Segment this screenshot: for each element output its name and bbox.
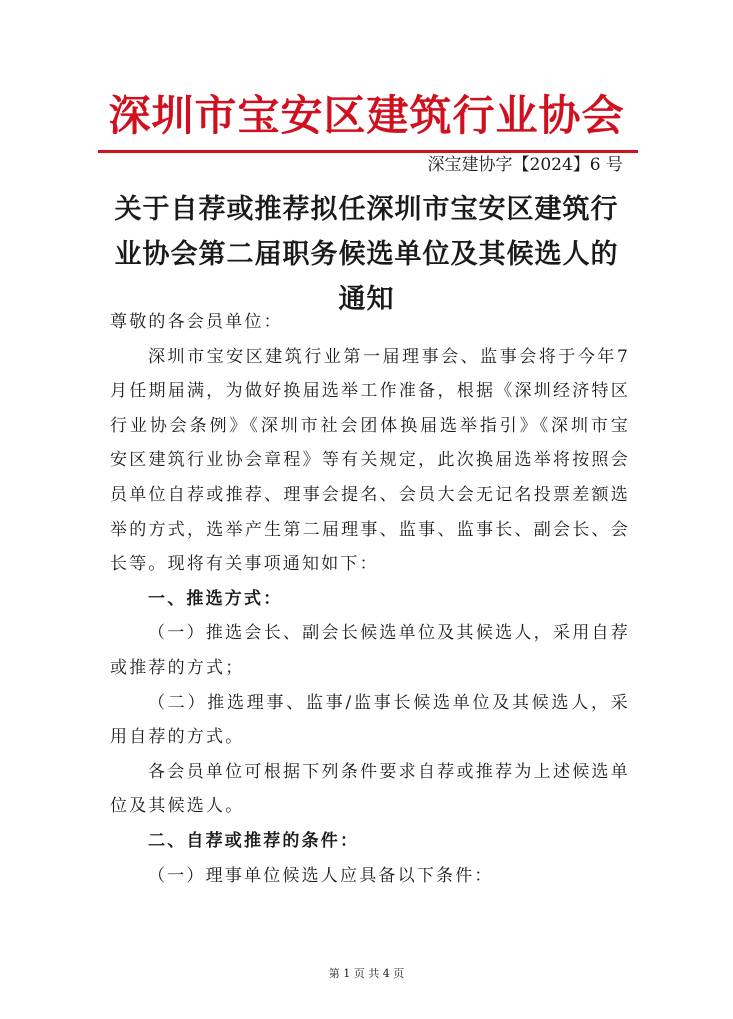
section-2-item-1: （一）理事单位候选人应具备以下条件：: [148, 865, 494, 886]
section-1-item-2: （二）推选理事、监事/监事长候选单位及其候选人，采用自荐的方式。: [110, 692, 630, 748]
document-number: 深宝建协字【2024】6 号: [427, 155, 623, 175]
document-body: [110, 305, 630, 893]
section-1-item-1: （一）推选会长、副会长候选单位及其候选人，采用自荐或推荐的方式；: [110, 623, 630, 678]
section-2-heading: 二、自荐或推荐的条件：: [148, 830, 360, 851]
salutation: 尊敬的各会员单位：: [110, 312, 283, 332]
organization-header: 深圳市宝安区建筑行业协会: [108, 91, 625, 140]
document-title: 关于自荐或推荐拟任深圳市宝安区建筑行业协会第二届职务候选单位及其候选人的通知: [114, 194, 619, 315]
intro-paragraph: 深圳市宝安区建筑行业第一届理事会、监事会将于今年7 月任期届满，为做好换届选举工作准备，根据《深圳经济特区行业协会条例》《深圳市社会团体换届选举指引》《深圳市宝安区建筑行业协会章程》等有关规定，此次换届选举将按照会员单位自荐或推荐、理事会提名、会员大会无记名投票差额选举的方式，选举产生第二届理事、监事、监事长、副会长、会长等。现将有关事项通知如下：: [110, 346, 630, 575]
section-1-note: 各会员单位可根据下列条件要求自荐或推荐为上述候选单位及其候选人。: [110, 761, 630, 817]
page-number-footer: 第 1 页 共 4 页: [328, 967, 405, 980]
section-1-heading: 一、推选方式：: [148, 588, 283, 609]
